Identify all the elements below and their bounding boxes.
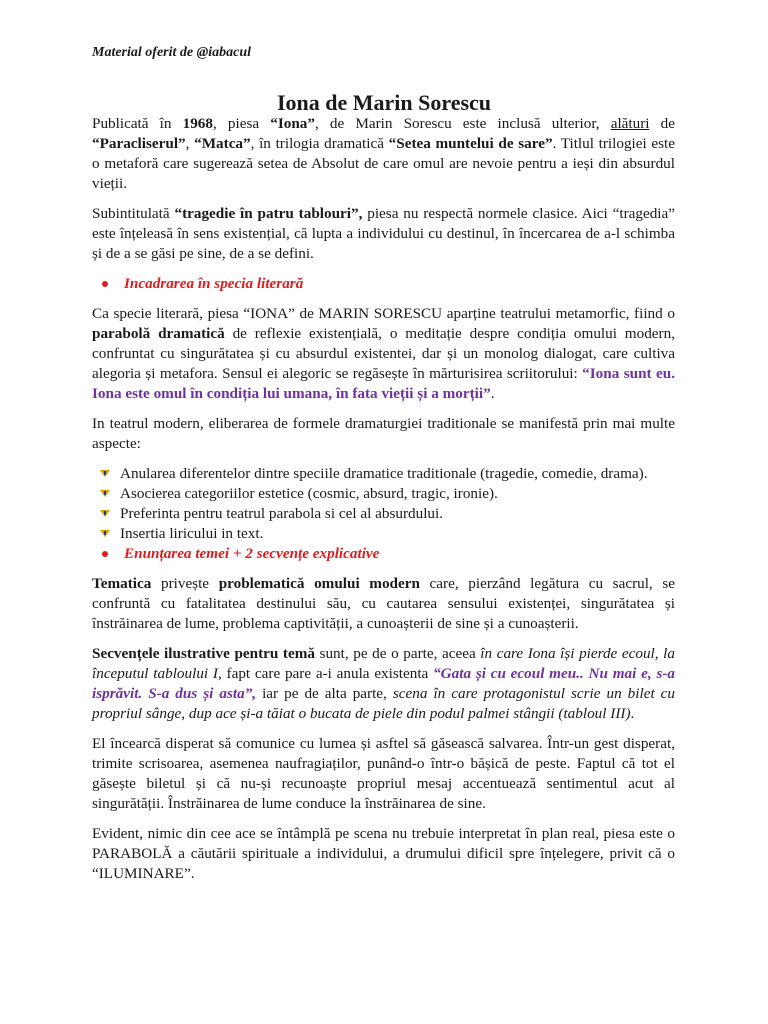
play-title: “Paracliserul” [92,135,186,152]
list-item-text: Anularea diferentelor dintre speciile dramatice traditionale (tragedie, comedie, drama). [120,465,648,482]
list-item [92,524,675,544]
text: , de Marin Sorescu este inclusă ulterior, [314,115,611,132]
text: . [490,385,495,402]
text: piesa nu respectă normele clasice. Aici “tragedia” este înțeleasă în sens existențial, că lupta a individului cu destinul, în încercarea de a-l schimba și de a se găsi pe sine, de a se defini. [92,205,675,262]
text: Publicată în [92,115,183,132]
list-item [92,464,675,484]
trilogy-title: “Setea muntelui de sare” [388,135,553,152]
section-heading-text: Incadrarea în specia literară [124,275,304,292]
text: Ca specie literară, piesa “IONA” de MARIN SORESCU aparține teatrului metamorfic, fiind o [92,305,675,322]
subtitle-text: “tragedie în patru tablouri”, [174,205,363,222]
paragraph-conclusion: Evident, nimic din cee ace se întâmplă pe scena nu trebuie interpretat în plan real, piesa este o PARABOLĂ a căutării spirituale a individului, a drumului dificil spre înțelegere, privit că o “ILUMINARE”. [92,825,675,882]
text: . Titlul trilogiei este o metaforă care sugerează setea de Absolut de care omul are nevoie pentru a ieși din absurdul vieții. [92,135,676,192]
arrow-down-icon [100,490,110,497]
play-title: “Matca” [194,135,251,152]
section-heading-species [92,274,675,294]
section-heading-text: Enunțarea temei + 2 secvențe explicative [124,545,380,562]
text: , fapt care pare a-i anula existenta [217,665,434,682]
text: , [185,135,195,152]
play-title: “Iona” [270,115,315,132]
document-body [92,114,675,894]
list-item-text: Preferinta pentru teatrul parabola si cel al absurdului. [120,505,444,522]
text: iar pe de alta parte, [256,685,393,702]
section-heading-theme [92,544,675,564]
paragraph-species [92,304,675,404]
header-credit: Material oferit de @iabacul [92,45,252,60]
bold-term: Secvențele ilustrative pentru temă [92,645,315,662]
paragraph-modern-theatre: In teatrul modern, eliberarea de formele dramaturgiei traditionale se manifestă prin mai multe aspecte: [92,415,675,452]
text: sunt, pe de o parte, aceea [314,645,481,662]
italic-text: în care Iona își pierde ecoul, la începutul tabloului I [92,645,675,682]
paragraph-intro [92,114,675,194]
paragraph-sequences [92,644,675,724]
text: care, pierzând legătura cu sacrul, se confruntă cu fatalitatea destinului său, cu cautarea sensului existenței, singurătatea și înstrăinarea de lume, problema captivității, a cunoașterii de sine și a cunoașterii. [92,575,676,632]
list-item [92,504,675,524]
aspects-list [92,464,675,544]
italic-text: scena în care protagonistul scrie un bilet cu propriul sânge, dup ace și-a tăiat o bucata de piele din podul palmei stângii (tabloul III) [92,685,675,722]
bold-term: problematică omului modern [218,575,420,592]
paragraph-subtitle [92,204,675,264]
paragraph-theme [92,574,675,634]
text: de [649,115,675,132]
play-quote: “Gata și cu ecoul meu.. Nu mai e, s-a isprăvit. S-a dus și asta”, [92,665,676,702]
text: , piesa [212,115,271,132]
text: . [630,705,635,722]
arrow-down-icon [100,470,110,477]
paragraph-communication: El încearcă disperat să comunice cu lumea și asftel să găsească salvarea. Într-un gest disperat, trimite scrisoarea, asemenea naufragiaților, punând-o într-o bășică de peste. Faptul că tot el găsește biletul și că nu-și recunoaște propriul mesaj accentuează sentimentul acut al singurătății. Înstrăinarea de lume conduce la înstrăinarea de sine. [92,735,675,812]
underlined-word: alături [610,115,650,132]
bold-term: parabolă dramatică [92,325,225,342]
arrow-down-icon [100,510,110,517]
author-quote: “Iona sunt eu. Iona este omul în condiția lui umana, în fata vieții și a morții” [92,365,675,402]
list-item-text: Asocierea categoriilor estetice (cosmic, absurd, tragic, ironie). [120,485,498,502]
list-item [92,484,675,504]
text: Subintitulată [92,205,175,222]
text: de reflexie existențială, o meditație despre condiția omului modern, confruntat cu singurătatea și cu absurdul existentei, dar și un monolog dialogat, care cultiva alegoria și metafora. Sensul ei alegoric se regăsește în mărturisirea scriitorului: [92,325,676,382]
bold-term: Tematica [92,575,152,592]
arrow-down-icon [100,530,110,537]
red-dot-icon [102,281,108,287]
list-item-text: Insertia liricului in text. [120,525,264,542]
page-title: Iona de Marin Sorescu [276,90,492,115]
red-dot-icon [102,551,108,557]
text: , în trilogia dramatică [250,135,389,152]
year-text: 1968 [182,115,213,132]
text: privește [151,575,219,592]
